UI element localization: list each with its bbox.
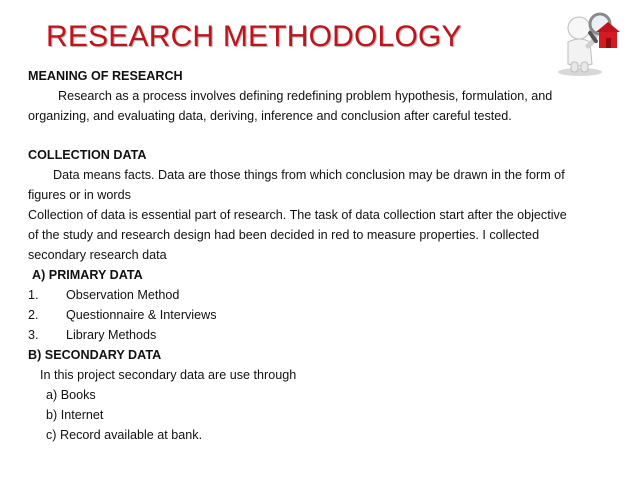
list-item: a) Books <box>46 388 96 402</box>
list-item <box>28 325 618 345</box>
primary-heading: A) PRIMARY DATA <box>32 268 143 282</box>
list-item-label: Library Methods <box>66 328 157 342</box>
collection-heading: COLLECTION DATA <box>28 148 147 162</box>
collection-text-line-1: Data means facts. Data are those things from which conclusion may be drawn in the form of <box>53 168 565 182</box>
list-item: b) Internet <box>46 408 104 422</box>
collection-text-line-5: secondary research data <box>28 248 167 262</box>
slide-content <box>28 66 618 445</box>
secondary-intro: In this project secondary data are use through <box>40 368 297 382</box>
meaning-text-line-1: Research as a process involves defining redefining problem hypothesis, formulation, and <box>58 89 553 103</box>
list-item-label: Observation Method <box>66 288 180 302</box>
slide-title: RESEARCH METHODOLOGY <box>46 20 462 53</box>
meaning-heading: MEANING OF RESEARCH <box>28 69 183 83</box>
collection-text-line-4: of the study and research design had been decided in red to measure properties. I collected <box>28 228 540 242</box>
list-item <box>28 305 618 325</box>
collection-text-line-3: Collection of data is essential part of research. The task of data collection start after the objective <box>28 208 567 222</box>
list-item-number: 1. <box>28 288 39 302</box>
secondary-heading: B) SECONDARY DATA <box>28 348 162 362</box>
list-item-number: 2. <box>28 308 39 322</box>
list-item-number: 3. <box>28 328 39 342</box>
list-item-label: Questionnaire & Interviews <box>66 308 217 322</box>
collection-text-line-2: figures or in words <box>28 188 131 202</box>
meaning-text-line-2: organizing, and evaluating data, deriving, inference and conclusion after careful tested. <box>28 109 512 123</box>
list-item: c) Record available at bank. <box>46 428 203 442</box>
spacer <box>28 126 618 145</box>
list-item <box>28 285 618 305</box>
